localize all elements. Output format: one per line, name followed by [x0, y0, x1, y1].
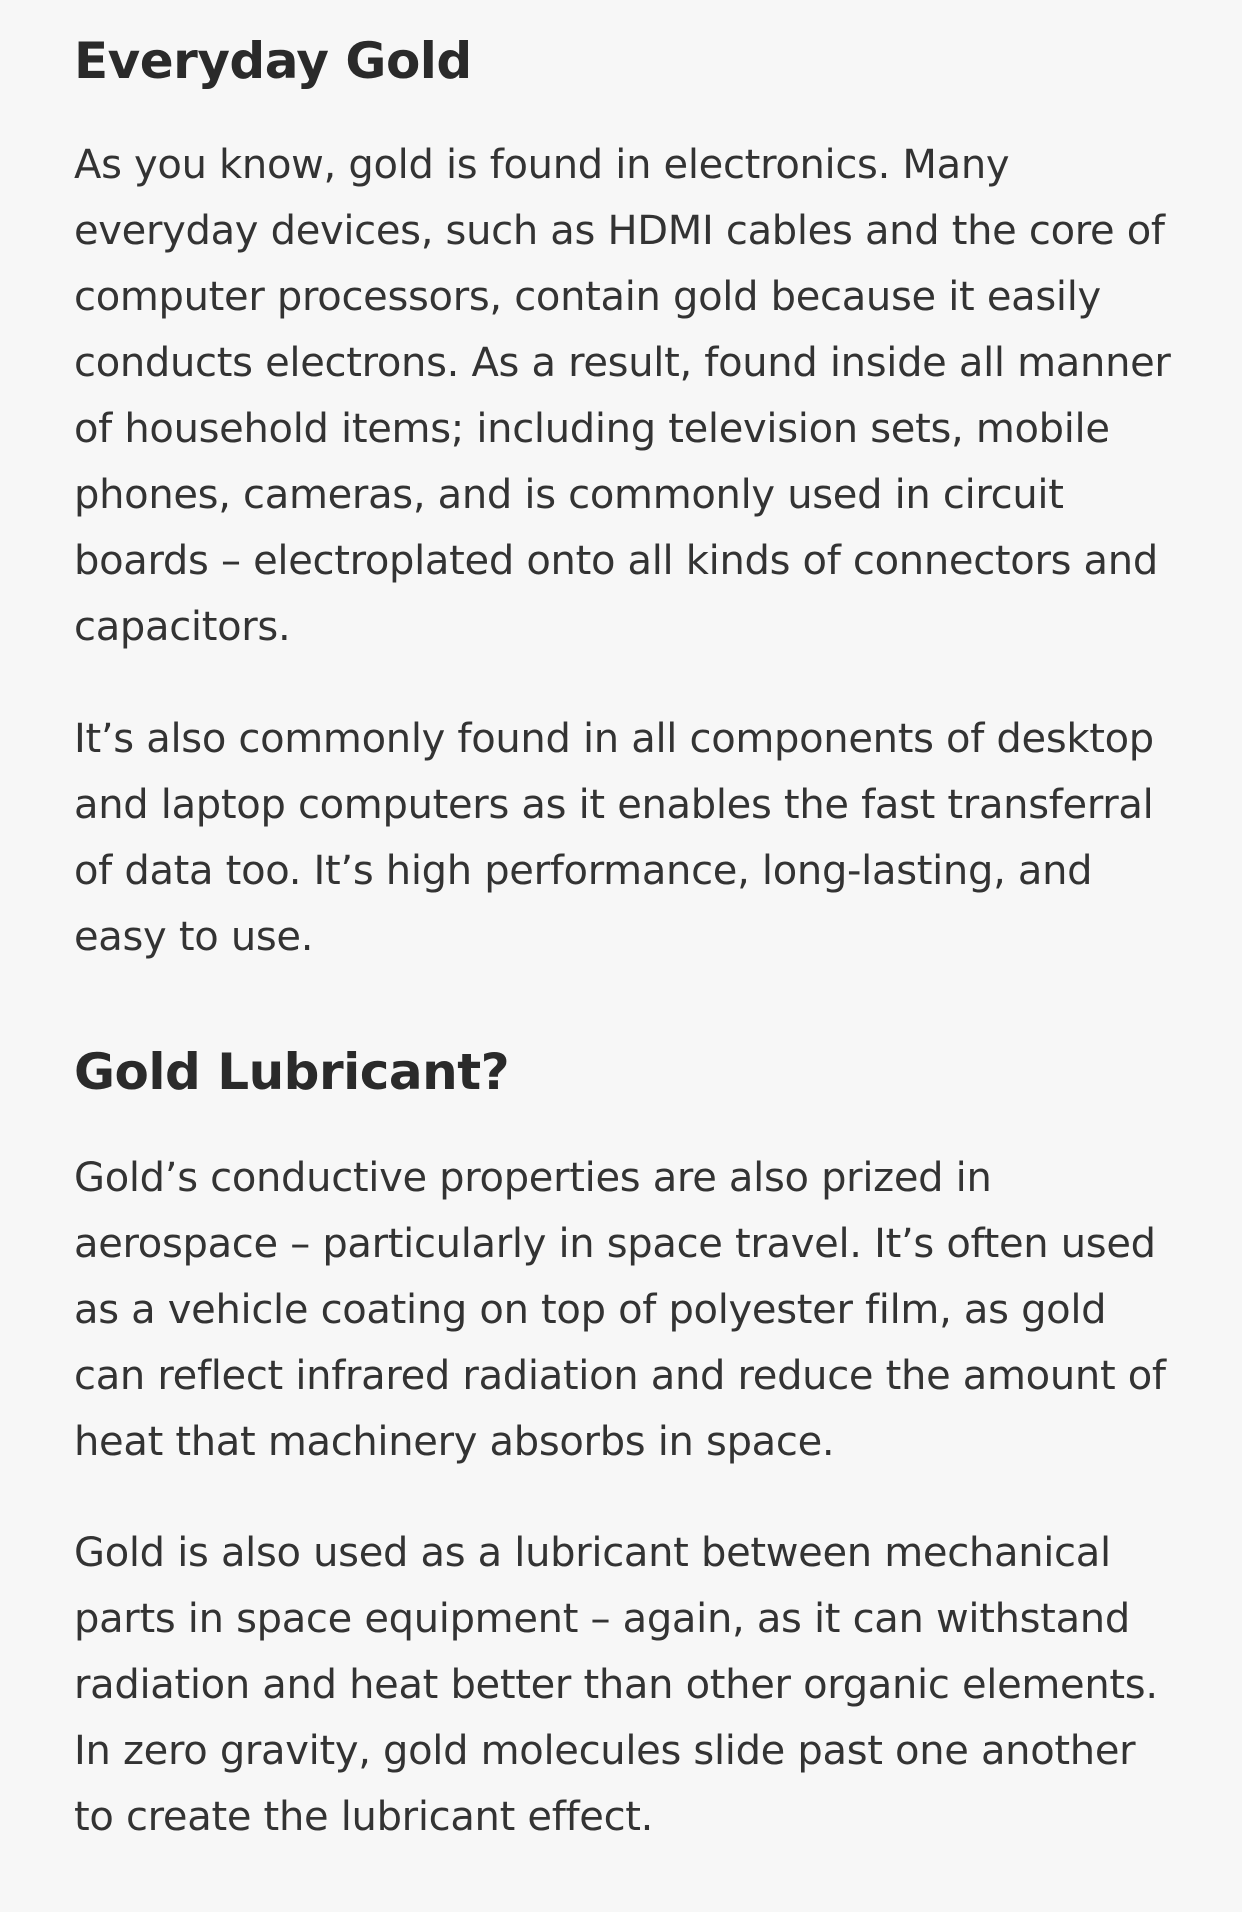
section-heading-gold-lubricant: Gold Lubricant?	[74, 1043, 510, 1101]
section-heading-everyday-gold: Everyday Gold	[74, 32, 472, 90]
paragraph: Gold’s conductive properties are also prized in aerospace – particularly in space travel. It’s often used as a vehicle coating on top of polyester film, as gold can reflect infrared radiation and reduce the amount of heat that machinery absorbs in space.	[74, 1155, 1166, 1465]
paragraph: Gold is also used as a lubricant between mechanical parts in space equipment – again, as it can withstand radiation and heat better than other organic elements. In zero gravity, gold molecules slide past one another to create the lubricant effect.	[74, 1530, 1158, 1840]
paragraph: As you know, gold is found in electronics. Many everyday devices, such as HDMI cables and the core of computer processors, contain gold because it easily conducts electrons. As a result, found inside all manner of household items; including television sets, mobile phones, cameras, and is commonly used in circuit boards – electroplated onto all kinds of connectors and capacitors.	[74, 142, 1171, 650]
paragraph: It’s also commonly found in all components of desktop and laptop computers as it enables the fast transferral of data too. It’s high performance, long-lasting, and easy to use.	[74, 716, 1154, 960]
